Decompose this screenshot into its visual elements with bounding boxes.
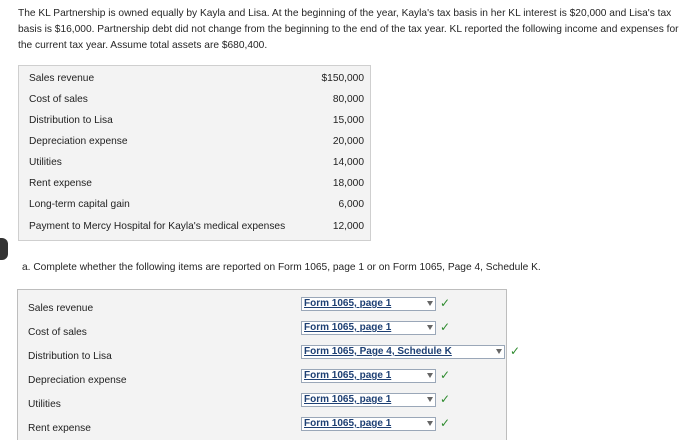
form-select-depreciation-expense[interactable]: [301, 369, 436, 383]
answer-label: Cost of sales: [28, 327, 87, 338]
chevron-down-icon: [427, 421, 433, 426]
answer-label: Utilities: [28, 399, 61, 410]
checkmark-icon: ✓: [440, 368, 451, 382]
table-row: [19, 111, 370, 132]
item-value: $150,000: [321, 73, 364, 84]
answer-panel: [17, 289, 521, 440]
item-value: 15,000: [332, 115, 364, 126]
checkmark-icon: ✓: [440, 392, 451, 406]
item-label: Rent expense: [29, 178, 92, 189]
table-row: [19, 217, 370, 238]
table-row: [19, 174, 370, 195]
item-label: Payment to Mercy Hospital for Kayla's medical expenses: [29, 221, 286, 232]
question-text: a. Complete whether the following items are reported on Form 1065, page 1 or on Form 1065, Page 4, Schedule K.: [22, 262, 541, 273]
selected-option: Form 1065, Page 4, Schedule K: [304, 346, 452, 357]
form-select-utilities[interactable]: [301, 393, 436, 407]
checkmark-icon: ✓: [440, 416, 451, 430]
form-select-cost-of-sales[interactable]: [301, 321, 436, 335]
item-value: 18,000: [332, 178, 364, 189]
item-label: Depreciation expense: [29, 136, 128, 147]
checkmark-icon: ✓: [440, 320, 451, 334]
item-label: Distribution to Lisa: [29, 115, 113, 126]
answer-label: Rent expense: [28, 423, 91, 434]
chevron-down-icon: [427, 301, 433, 306]
selected-option: Form 1065, page 1: [304, 370, 392, 381]
item-value: 14,000: [332, 157, 364, 168]
form-select-sales-revenue[interactable]: [301, 297, 436, 311]
selected-option: Form 1065, page 1: [304, 298, 392, 309]
selected-option: Form 1065, page 1: [304, 418, 392, 429]
table-row: [19, 153, 370, 174]
answer-label: Sales revenue: [28, 303, 94, 314]
table-row: [19, 132, 370, 153]
table-row: [19, 195, 370, 216]
checkmark-icon: ✓: [440, 296, 451, 310]
form-select-rent-expense[interactable]: [301, 417, 436, 431]
answer-label: Depreciation expense: [28, 375, 127, 386]
problem-statement: The KL Partnership is owned equally by Kayla and Lisa. At the beginning of the year, Kayla's tax basis in her KL interest is $20,000 and Lisa's tax basis is $16,000. Partnership debt did not change from the beginning to the end of the tax year. KL reported the following income and expenses for the current tax year. Assume total assets are $680,400.: [18, 8, 679, 51]
checkmark-icon: ✓: [510, 344, 521, 358]
chevron-down-icon: [427, 397, 433, 402]
item-value: 20,000: [332, 136, 364, 147]
selected-option: Form 1065, page 1: [304, 394, 392, 405]
income-expense-table: [18, 65, 371, 241]
item-value: 6,000: [338, 199, 364, 210]
table-row: [19, 90, 370, 111]
answer-label: Distribution to Lisa: [28, 351, 112, 362]
side-expand-tab[interactable]: [0, 238, 8, 260]
chevron-down-icon: [496, 349, 502, 354]
chevron-down-icon: [427, 373, 433, 378]
item-label: Cost of sales: [29, 94, 88, 105]
chevron-down-icon: [427, 325, 433, 330]
selected-option: Form 1065, page 1: [304, 322, 392, 333]
item-value: 80,000: [332, 94, 364, 105]
form-select-distribution-to-lisa[interactable]: [301, 345, 505, 359]
item-label: Long-term capital gain: [29, 199, 130, 210]
table-row: [19, 69, 370, 90]
item-label: Sales revenue: [29, 73, 95, 84]
item-value: 12,000: [332, 221, 364, 232]
item-label: Utilities: [29, 157, 62, 168]
